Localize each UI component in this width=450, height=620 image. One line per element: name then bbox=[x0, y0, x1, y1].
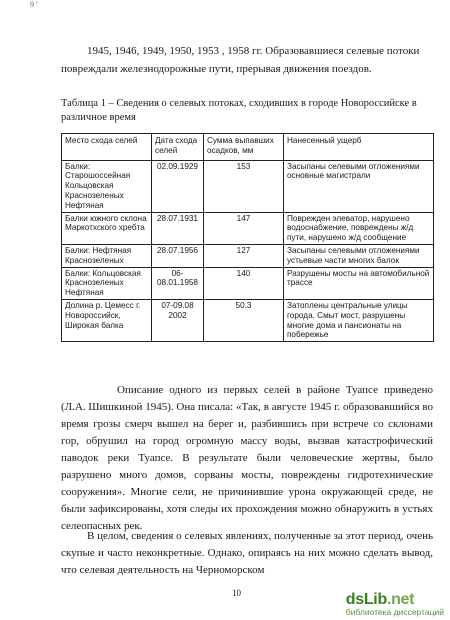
table-caption: Таблица 1 – Сведения о селевых потоках, сходивших в городе Новороссийске в различное время bbox=[61, 98, 417, 123]
cell-location: Балки южного склона Маркотхского хребта bbox=[62, 212, 152, 244]
cell-date: 02.09.1929 bbox=[152, 160, 204, 212]
cell-precipitation: 153 bbox=[204, 160, 284, 212]
corner-mark: 9 ' bbox=[30, 0, 38, 9]
table-header-row bbox=[62, 134, 434, 161]
header-location: Место схода селей bbox=[62, 134, 152, 161]
intro-line-2: повреждали железнодорожные пути, прерывая движения поездов. bbox=[61, 63, 372, 75]
dslib-logo: dsLib.net bbox=[345, 591, 415, 608]
header-damage: Нанесенный ущерб bbox=[284, 134, 434, 161]
cell-precipitation: 140 bbox=[204, 267, 284, 299]
cell-date: 07-09.08 2002 bbox=[152, 299, 204, 341]
table-row bbox=[62, 160, 434, 212]
table-row bbox=[62, 299, 434, 341]
cell-precipitation: 50.3 bbox=[204, 299, 284, 341]
mudflow-table bbox=[61, 133, 434, 342]
dslib-watermark[interactable] bbox=[346, 591, 444, 617]
cell-date: 06-08.01.1958 bbox=[152, 267, 204, 299]
cell-location: Балки: Кольцовская Краснозеленых Нефтяная bbox=[62, 267, 152, 299]
cell-damage: Затоплены центральные улицы города. Смыт мост, разрушены многие дома и пансионаты на побережье bbox=[284, 299, 434, 341]
cell-location: Балки: Старошоссейная Кольцовская Краснозеленых Нефтяная bbox=[62, 160, 152, 212]
cell-date: 28.07.1931 bbox=[152, 212, 204, 244]
paragraph-tuapse-description: Описание одного из первых селей в районе Туапсе приведено (Л.А. Шишкиной 1945). Она писала: «Так, в августе 1945 г. образовавшийся во время грозы смерч вышел на берег и, разбившись при встрече со склонами гор, обрушил на город огромную массу воды, вызвав катастрофический паводок реки Туапсе. В результате были человеческие жертвы, было разрушено много домов, сорваны мосты, повреждены гидротехнические сооружения». Многие сели, не причинившие урона окружающей среде, не были зафиксированы, хотя следы их прохождения можно обнаружить в устьях селеопасных рек. bbox=[61, 384, 433, 532]
intro-line-1: 1945, 1946, 1949, 1950, 1953 , 1958 гг. Образовавшиеся селевые потоки bbox=[87, 45, 420, 57]
paragraph-conclusion: В целом, сведения о селевых явлениях, полученные за этот период, очень скупые и часто неконкретные. Однако, опираясь на них можно сделать вывод, что селевая деятельность на Черноморском bbox=[61, 530, 433, 576]
cell-damage: Разрушены мосты на автомобильной трассе bbox=[284, 267, 434, 299]
cell-precipitation: 127 bbox=[204, 244, 284, 267]
cell-precipitation: 147 bbox=[204, 212, 284, 244]
cell-location: Долина р. Цемесс г. Новороссийск, Широкая балка bbox=[62, 299, 152, 341]
cell-damage: Поврежден элеватор, нарушено водоснабжение, повреждены ж/д пути, нарушено ж/д сообщение bbox=[284, 212, 434, 244]
cell-damage: Засыпаны селевыми отложениями основные магистрали bbox=[284, 160, 434, 212]
cell-date: 28.07.1956 bbox=[152, 244, 204, 267]
table-row bbox=[62, 267, 434, 299]
table-row bbox=[62, 244, 434, 267]
header-precipitation: Сумма выпавших осадков, мм bbox=[204, 134, 284, 161]
watermark-subtitle: библиотека диссертаций bbox=[345, 607, 444, 617]
header-date: Дата схода селей bbox=[152, 134, 204, 161]
table-row bbox=[62, 212, 434, 244]
page-number: 10 bbox=[232, 588, 241, 598]
cell-location: Балки: Нефтяная Краснозеленых bbox=[62, 244, 152, 267]
cell-damage: Засыпаны селевыми отложениями устьевые части многих балок bbox=[284, 244, 434, 267]
